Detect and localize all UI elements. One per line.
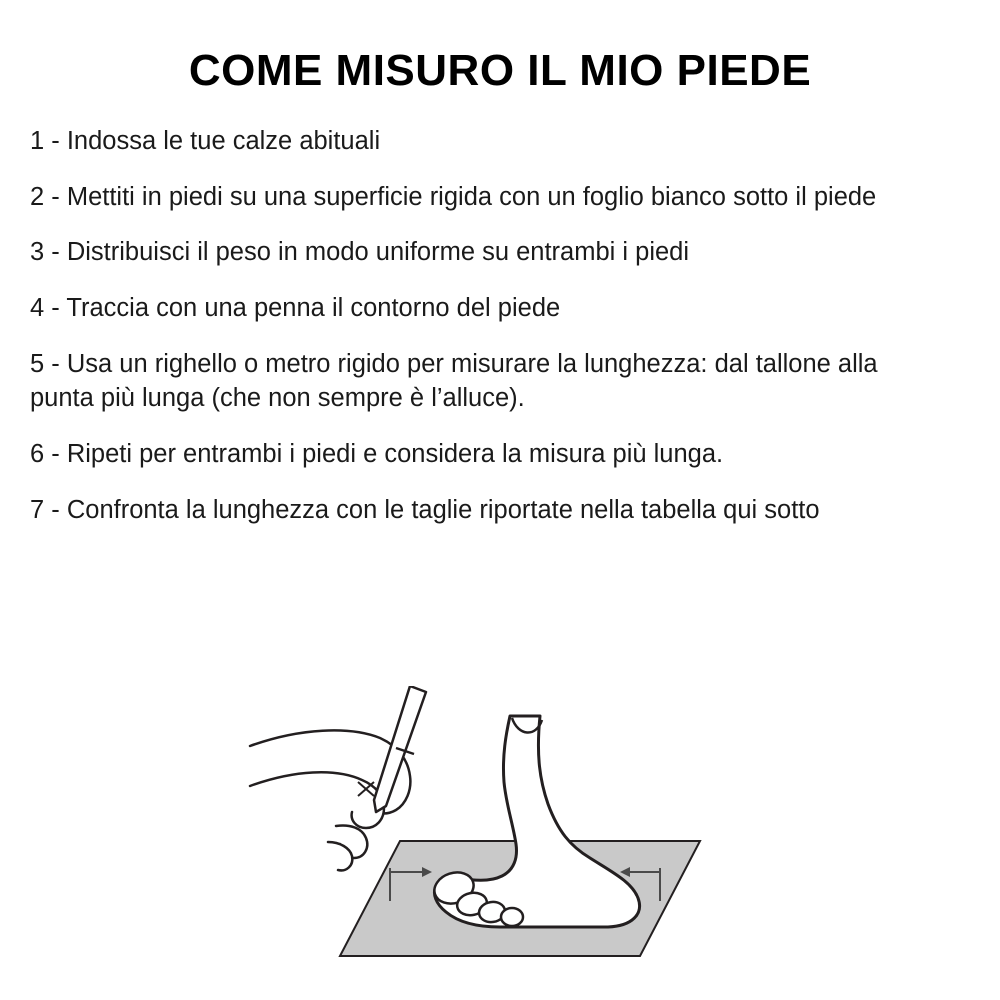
list-item: 1 - Indossa le tue calze abituali xyxy=(30,126,381,155)
list-item: 6 - Ripeti per entrambi i piedi e considera la misura più lunga. xyxy=(30,440,724,469)
list-item: 7 - Confronta la lunghezza con le taglie riportate nella tabella qui sotto xyxy=(30,495,820,524)
list-item: 5 - Usa un righello o metro rigido per misurare la lunghezza: dal tallone alla punta più lunga (che non sempre è l’alluce). xyxy=(30,350,878,413)
page-title: COME MISURO IL MIO PIEDE xyxy=(188,46,812,95)
foot-tracing-illustration xyxy=(0,686,1000,976)
list-item: 3 - Distribuisci il peso in modo uniforme su entrambi i piedi xyxy=(30,238,690,267)
list-item: 4 - Traccia con una penna il contorno del piede xyxy=(30,294,561,323)
foot-measure-diagram-icon xyxy=(240,686,760,976)
list-item: 2 - Mettiti in piedi su una superficie rigida con un foglio bianco sotto il piede xyxy=(30,182,877,211)
instruction-list xyxy=(30,125,970,528)
